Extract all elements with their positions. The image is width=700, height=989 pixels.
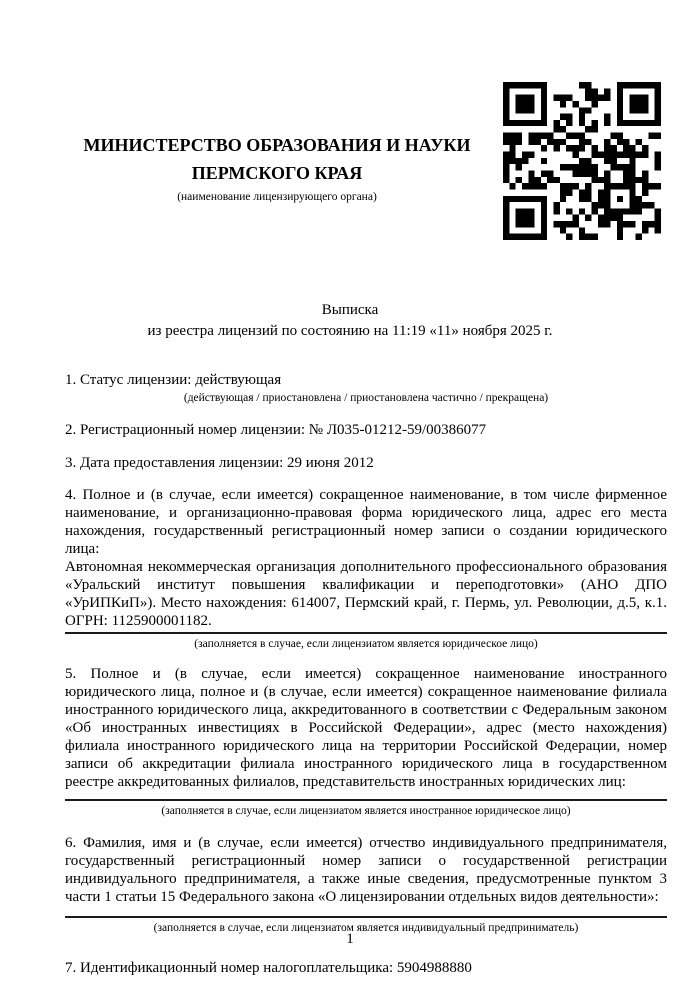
item-6-fill-line	[65, 916, 667, 918]
item-4-legal-entity-answer: Автономная некоммерческая организация дополнительного профессионального образования «Уральский институт повышения квалификации и переподготовки» (АНО ДПО «УрИПКиП»). Место нахождения: 614007, Пермский край, г. Пермь, ул. Революции, д.5, к.1. ОГРН: 1125900001182.	[65, 559, 667, 629]
item-1-license-status: 1. Статус лицензии: действующая	[65, 372, 282, 388]
item-4-fill-line	[65, 632, 667, 634]
document-title-block	[0, 300, 700, 342]
qr-code-icon	[503, 82, 661, 240]
document-header	[0, 0, 700, 300]
item-6-entrepreneur-question: 6. Фамилия, имя и (в случае, если имеется) отчество индивидуального предпринимателя, государственный регистрационный номер записи о государственной регистрации индивидуального предпринимателя, а также иные сведения, предусмотренные пунктом 3 части 1 статьи 15 Федерального закона «О лицензировании отдельных видов деятельности»:	[65, 835, 667, 905]
item-7-taxpayer-id: 7. Идентификационный номер налогоплательщика: 5904988880	[65, 960, 472, 976]
page-number: 1	[346, 931, 354, 947]
item-3-grant-date: 3. Дата предоставления лицензии: 29 июня 2012	[65, 455, 374, 471]
licensing-authority-caption: (наименование лицензирующего органа)	[177, 191, 377, 203]
item-5-foreign-entity-question: 5. Полное и (в случае, если имеется) сокращенное наименование иностранного юридического лица, полное и (в случае, если имеется) сокращенное наименование филиала иностранного юридического лица, аккредитованного в соответствии с Федеральным законом «Об иностранных инвестициях в Российской Федерации», адрес (место нахождения) филиала иностранного юридического лица на территории Российской Федерации, номер записи об аккредитации филиала иностранного юридического лица в государственном реестре аккредитованных филиалов, представительств иностранных юридических лиц:	[65, 666, 667, 790]
item-1-status-variants-note: (действующая / приостановлена / приостановлена частично / прекращена)	[183, 392, 549, 404]
document-subtitle: из реестра лицензий по состоянию на 11:19 «11» ноября 2025 г.	[147, 323, 553, 339]
item-4-legal-entity-question: 4. Полное и (в случае, если имеется) сокращенное наименование, в том числе фирменное наименование, и организационно-правовая форма юридического лица, адрес его места нахождения, государственный регистрационный номер записи о создании юридического лица:	[65, 487, 667, 557]
item-2-registration-number: 2. Регистрационный номер лицензии: № Л035-01212-59/00386077	[65, 422, 487, 438]
document-title: Выписка	[321, 302, 379, 318]
item-4-note: (заполняется в случае, если лицензиатом является юридическое лицо)	[194, 638, 538, 650]
ministry-name-line2: ПЕРМСКОГО КРАЯ	[191, 163, 363, 183]
item-5-note: (заполняется в случае, если лицензиатом является иностранное юридическое лицо)	[161, 805, 571, 817]
ministry-name-line1: МИНИСТЕРСТВО ОБРАЗОВАНИЯ И НАУКИ	[83, 135, 471, 155]
licensing-authority-block	[65, 131, 489, 204]
item-6-note: (заполняется в случае, если лицензиатом является индивидуальный предприниматель)	[153, 922, 579, 934]
document-body	[65, 371, 667, 977]
item-5-fill-line	[65, 799, 667, 801]
